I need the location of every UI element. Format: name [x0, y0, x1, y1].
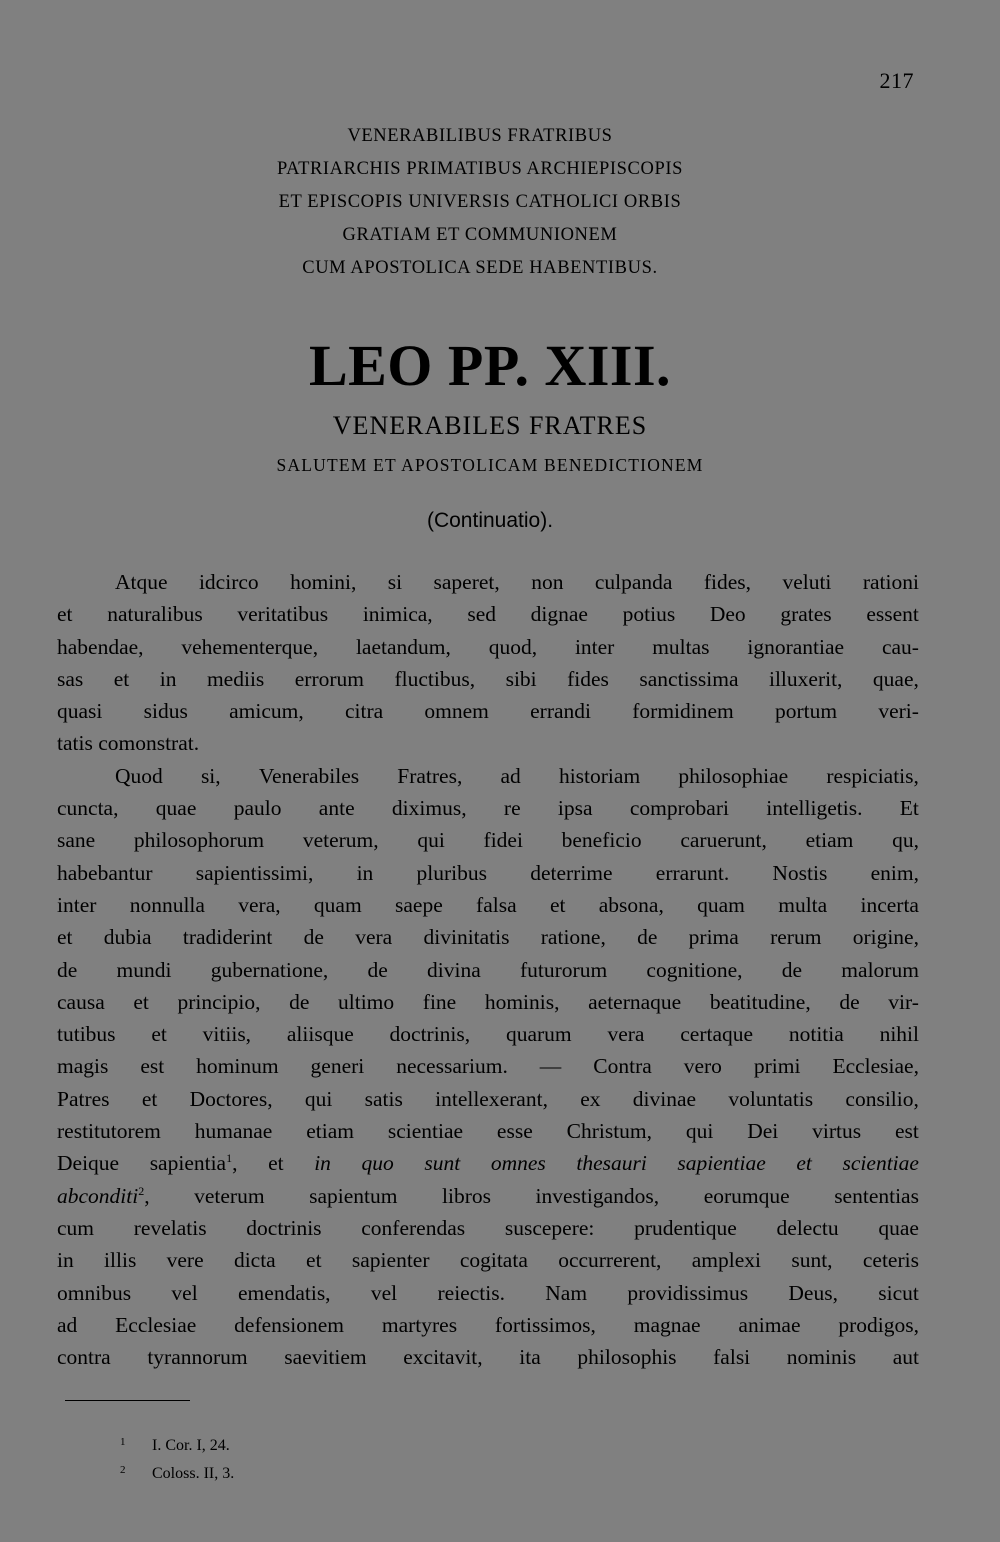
word: Deus, — [788, 1280, 838, 1305]
text-line: tatis comonstrat. — [57, 731, 200, 756]
word: et — [268, 1151, 284, 1176]
word: Dei — [747, 1119, 779, 1144]
word: laetandum, — [355, 634, 451, 659]
word: beneficio — [561, 828, 642, 853]
word: prudentique — [634, 1215, 737, 1240]
word: divina — [427, 957, 481, 982]
word: Christum, — [566, 1119, 653, 1144]
word: de — [303, 925, 324, 950]
word: conferendas — [361, 1215, 466, 1240]
word: quod, — [488, 634, 538, 659]
text-line — [57, 1341, 919, 1373]
word: quam — [313, 892, 362, 917]
word: doctrinis, — [389, 1022, 471, 1047]
word: ita — [519, 1345, 541, 1370]
footnote-rule — [65, 1400, 190, 1401]
word: Nostis — [772, 860, 828, 885]
italic-word: in — [314, 1151, 331, 1176]
word: omnibus — [57, 1280, 132, 1305]
word: habendae, — [57, 634, 144, 659]
word: ultimo — [338, 989, 395, 1014]
word: intelligetis. — [766, 796, 863, 821]
word: cognitione, — [646, 957, 743, 982]
word: ignorantiae — [747, 634, 845, 659]
word: fides — [567, 666, 609, 691]
word: et — [151, 1022, 167, 1047]
word: dubia — [103, 925, 152, 950]
word: vehementerque, — [181, 634, 319, 659]
word: comprobari — [629, 796, 729, 821]
italic-word: abconditi — [57, 1183, 139, 1208]
word: certaque — [680, 1022, 754, 1047]
word: Et — [899, 796, 919, 821]
word: de — [57, 957, 78, 982]
word: deterrime — [530, 860, 613, 885]
word: hominum — [196, 1054, 279, 1079]
word: essent — [866, 602, 919, 627]
text-line-with-italic — [57, 1147, 919, 1179]
word: inter — [574, 634, 615, 659]
word: virtus — [812, 1119, 862, 1144]
word: qui — [304, 1086, 333, 1111]
word: errandi — [530, 699, 592, 724]
word: sapientissimi, — [195, 860, 314, 885]
word: scientiae — [387, 1119, 464, 1144]
word: ipsa — [557, 796, 593, 821]
footnote-ref: 1 — [226, 1151, 233, 1166]
word: errarunt. — [655, 860, 730, 885]
word: portum — [775, 699, 838, 724]
word: de — [839, 989, 860, 1014]
word: cum — [57, 1215, 95, 1240]
word: — — [539, 1054, 562, 1079]
word: in — [356, 860, 374, 885]
text-line — [57, 792, 919, 824]
word: origine, — [852, 925, 919, 950]
word: si — [387, 570, 403, 594]
word: ceteris — [862, 1248, 919, 1273]
word: idcirco — [198, 570, 259, 594]
word: sicut — [878, 1280, 919, 1305]
word: vera — [607, 1022, 645, 1047]
word: falsa — [476, 892, 517, 917]
footnote — [120, 1432, 520, 1460]
word: quarum — [505, 1022, 572, 1047]
word: voluntatis — [728, 1086, 814, 1111]
footnote-text: Coloss. II, 3. — [152, 1465, 235, 1482]
text-line — [57, 1244, 919, 1276]
word: citra — [344, 699, 384, 724]
word: historiam — [558, 763, 641, 788]
word: abconditi$^2$, — [57, 1183, 150, 1208]
word: sas — [57, 666, 84, 691]
word: libros — [442, 1183, 491, 1208]
word: philosophiae — [678, 763, 789, 788]
word: formidinem — [632, 699, 734, 724]
text-line — [57, 663, 919, 695]
word: Venerabiles — [258, 763, 360, 788]
word: etiam — [306, 1119, 354, 1144]
word: gubernatione, — [210, 957, 329, 982]
word: vere — [166, 1248, 204, 1273]
word: fides, — [703, 570, 752, 594]
word: ad — [57, 1312, 78, 1337]
word: saperet, — [433, 570, 500, 594]
word: magis — [57, 1054, 109, 1079]
word: vero — [683, 1054, 722, 1079]
text-line — [57, 921, 919, 953]
text-line — [57, 824, 919, 856]
word: vel — [370, 1280, 398, 1305]
word: magnae — [633, 1312, 701, 1337]
word: qui — [685, 1119, 714, 1144]
word: investigandos, — [535, 1183, 660, 1208]
footnote-text: I. Cor. I, 24. — [152, 1437, 230, 1454]
word: veluti — [782, 570, 832, 594]
text-line — [57, 986, 919, 1018]
word: veritatibus — [237, 602, 329, 627]
text-line — [57, 1018, 919, 1050]
word: re — [503, 796, 521, 821]
word: qu, — [892, 828, 919, 853]
text-line — [57, 889, 919, 921]
word: Nam — [545, 1280, 588, 1305]
word: pluribus — [416, 860, 487, 885]
word: vel — [171, 1280, 198, 1305]
word: et — [113, 666, 130, 691]
page-title: LEO PP. XIII. — [308, 333, 672, 398]
text-line — [57, 566, 919, 598]
word: malorum — [841, 957, 919, 982]
word: illuxerit, — [768, 666, 843, 691]
word: grates — [780, 602, 832, 627]
word: sententias — [834, 1183, 919, 1208]
word: prima — [688, 925, 739, 950]
address-line: ET EPISCOPIS UNIVERSIS CATHOLICI ORBIS — [278, 192, 682, 212]
footnotes — [120, 1432, 520, 1488]
text-line — [57, 954, 919, 986]
italic-word: scientiae — [842, 1151, 919, 1176]
text-line — [57, 1212, 919, 1244]
word: sapientia$^1$, — [149, 1151, 238, 1176]
word: satis — [364, 1086, 403, 1111]
address-line: VENERABILIBUS FRATRIBUS — [347, 126, 613, 146]
word: multas — [652, 634, 710, 659]
word: sibi — [505, 666, 537, 691]
text-line — [57, 695, 919, 727]
italic-word: quo — [361, 1151, 394, 1176]
word: sane — [57, 828, 96, 853]
word: quasi — [57, 699, 103, 724]
text-line — [57, 1115, 919, 1147]
word: nominis — [786, 1345, 857, 1370]
word: humanae — [194, 1119, 273, 1144]
word: principio, — [177, 989, 261, 1014]
word: illis — [104, 1248, 137, 1273]
word: sidus — [143, 699, 188, 724]
word: necessarium. — [396, 1054, 508, 1079]
word: reiectis. — [437, 1280, 505, 1305]
word: divinitatis — [423, 925, 510, 950]
word: sapientum — [309, 1183, 398, 1208]
text-line — [57, 598, 919, 630]
text-line — [57, 631, 919, 663]
italic-word: sapientiae — [677, 1151, 766, 1176]
word: esse — [496, 1119, 533, 1144]
word: et — [57, 602, 73, 627]
word: saepe — [395, 892, 443, 917]
word: de — [367, 957, 388, 982]
word: quae, — [872, 666, 919, 691]
word: et — [133, 989, 149, 1014]
word: dicta — [233, 1248, 276, 1273]
word: Ecclesiae, — [832, 1054, 919, 1079]
word: quae — [878, 1215, 919, 1240]
word: inimica, — [362, 602, 433, 627]
word: in — [159, 666, 177, 691]
word: vera — [355, 925, 393, 950]
word: ante — [318, 796, 355, 821]
address-line: PATRIARCHIS PRIMATIBUS ARCHIEPISCOPIS — [276, 159, 683, 179]
word: revelatis — [133, 1215, 207, 1240]
word: de — [781, 957, 803, 982]
word: fluctibus, — [394, 666, 476, 691]
word: causa — [57, 989, 105, 1014]
word: vir- — [888, 989, 919, 1014]
text-line — [57, 1277, 919, 1309]
word: veterum, — [302, 828, 379, 853]
word: mundi — [116, 957, 172, 982]
word: incerta — [860, 892, 919, 917]
word: Fratres, — [397, 763, 463, 788]
word: et — [57, 925, 73, 950]
word: vitiis, — [202, 1022, 252, 1047]
word: aut — [892, 1345, 919, 1370]
word: et — [549, 892, 566, 917]
word: sunt, — [791, 1248, 833, 1273]
word: diximus, — [391, 796, 467, 821]
italic-word: et — [796, 1151, 812, 1176]
text-line — [57, 1050, 919, 1082]
word: habebantur — [57, 860, 153, 885]
word: culpanda — [594, 570, 673, 594]
word: et — [306, 1248, 322, 1273]
word: nihil — [879, 1022, 919, 1047]
italic-word: omnes — [490, 1151, 546, 1176]
word: de — [637, 925, 658, 950]
word: saevitiem — [284, 1345, 367, 1370]
word: beatitudine, — [709, 989, 811, 1014]
word: aeternaque — [588, 989, 682, 1014]
word: futurorum — [520, 957, 608, 982]
salutation-sub: SALUTEM ET APOSTOLICAM BENEDICTIONEM — [276, 455, 704, 475]
word: Contra — [593, 1054, 652, 1079]
word: divinae — [632, 1086, 697, 1111]
address-line: CUM APOSTOLICA SEDE HABENTIBUS. — [302, 258, 658, 278]
word: fortissimos, — [494, 1312, 596, 1337]
word: Deique — [57, 1151, 120, 1176]
salutation: VENERABILES FRATRES — [332, 411, 648, 440]
word: Deo — [709, 602, 746, 627]
footnote-mark: 2 — [120, 1464, 126, 1476]
word: excitavit, — [403, 1345, 483, 1370]
address-block — [180, 120, 780, 285]
word: sanctissima — [639, 666, 739, 691]
word: respiciatis, — [826, 763, 919, 788]
word: nonnulla — [129, 892, 205, 917]
body-text — [57, 566, 919, 1373]
word: Atque — [115, 570, 168, 594]
word: qui — [417, 828, 445, 853]
word: occurrerent, — [558, 1248, 662, 1273]
word: sapienter — [351, 1248, 430, 1273]
word: generi — [310, 1054, 365, 1079]
word: consilio, — [845, 1086, 919, 1111]
word: mediis — [206, 666, 265, 691]
word: paulo — [233, 796, 282, 821]
word: et — [141, 1086, 158, 1111]
text-line — [57, 1083, 919, 1115]
word: homini, — [290, 570, 357, 594]
word: quae — [155, 796, 197, 821]
word: providissimus — [627, 1280, 749, 1305]
address-line: GRATIAM ET COMMUNIONEM — [342, 225, 618, 245]
word: Patres — [57, 1086, 110, 1111]
word: doctrinis — [246, 1215, 322, 1240]
word: si, — [200, 763, 221, 788]
word: aliisque — [286, 1022, 354, 1047]
word: emendatis, — [238, 1280, 331, 1305]
word: animae — [738, 1312, 801, 1337]
word: notitia — [788, 1022, 844, 1047]
word: vera, — [238, 892, 281, 917]
word: prodigos, — [838, 1312, 919, 1337]
word: in — [57, 1248, 74, 1273]
word: cau- — [881, 634, 919, 659]
continuatio-label: (Continuatio). — [426, 509, 554, 532]
word: restitutorem — [57, 1119, 161, 1144]
word: falsi — [713, 1345, 751, 1370]
word: philosophorum — [133, 828, 265, 853]
word: Ecclesiae — [115, 1312, 197, 1337]
word: caruerunt, — [680, 828, 767, 853]
word: tutibus — [57, 1022, 116, 1047]
word: enim, — [870, 860, 919, 885]
word: sed — [467, 602, 496, 627]
word: omnem — [424, 699, 489, 724]
word: multa — [778, 892, 828, 917]
word: de — [289, 989, 310, 1014]
footnote-ref: 2 — [138, 1183, 145, 1198]
word: amplexi — [691, 1248, 762, 1273]
word: delectu — [776, 1215, 839, 1240]
word: veterum — [194, 1183, 265, 1208]
word: defensionem — [234, 1312, 345, 1337]
word: ratione, — [540, 925, 606, 950]
text-line — [57, 1309, 919, 1341]
page-number: 217 — [879, 68, 914, 93]
word: est — [894, 1119, 919, 1144]
word: martyres — [381, 1312, 458, 1337]
italic-word: thesauri — [576, 1151, 647, 1176]
word: est — [140, 1054, 165, 1079]
word: fine — [422, 989, 457, 1014]
word: dignae — [530, 602, 588, 627]
word: Quod — [115, 763, 163, 788]
word: rerum — [770, 925, 822, 950]
word: cuncta, — [57, 796, 119, 821]
word: cogitata — [459, 1248, 528, 1273]
word: ex — [580, 1086, 601, 1111]
word: intellexerant, — [435, 1086, 548, 1111]
word: errorum — [294, 666, 365, 691]
word: tradiderint — [182, 925, 273, 950]
word: hominis, — [484, 989, 560, 1014]
text-line — [57, 857, 919, 889]
word: amicum, — [229, 699, 304, 724]
word: inter — [57, 892, 97, 917]
word: fidei — [483, 828, 523, 853]
word: non — [531, 570, 564, 594]
word: tyrannorum — [147, 1345, 248, 1370]
word: suscepere: — [504, 1215, 595, 1240]
word: primi — [753, 1054, 801, 1079]
italic-word: sunt — [424, 1151, 461, 1176]
footnote — [120, 1460, 520, 1488]
word: ad — [500, 763, 521, 788]
word: philosophis — [577, 1345, 677, 1370]
word: quam — [697, 892, 745, 917]
text-line-with-italic — [57, 1180, 919, 1212]
word: eorumque — [703, 1183, 790, 1208]
word: contra — [57, 1345, 111, 1370]
word: rationi — [862, 570, 919, 594]
word: veri- — [878, 699, 919, 724]
word: etiam — [805, 828, 854, 853]
text-line — [57, 760, 919, 792]
word: potius — [622, 602, 676, 627]
word: Doctores, — [189, 1086, 273, 1111]
word: absona, — [598, 892, 664, 917]
word: naturalibus — [107, 602, 203, 627]
footnote-mark: 1 — [120, 1436, 126, 1448]
